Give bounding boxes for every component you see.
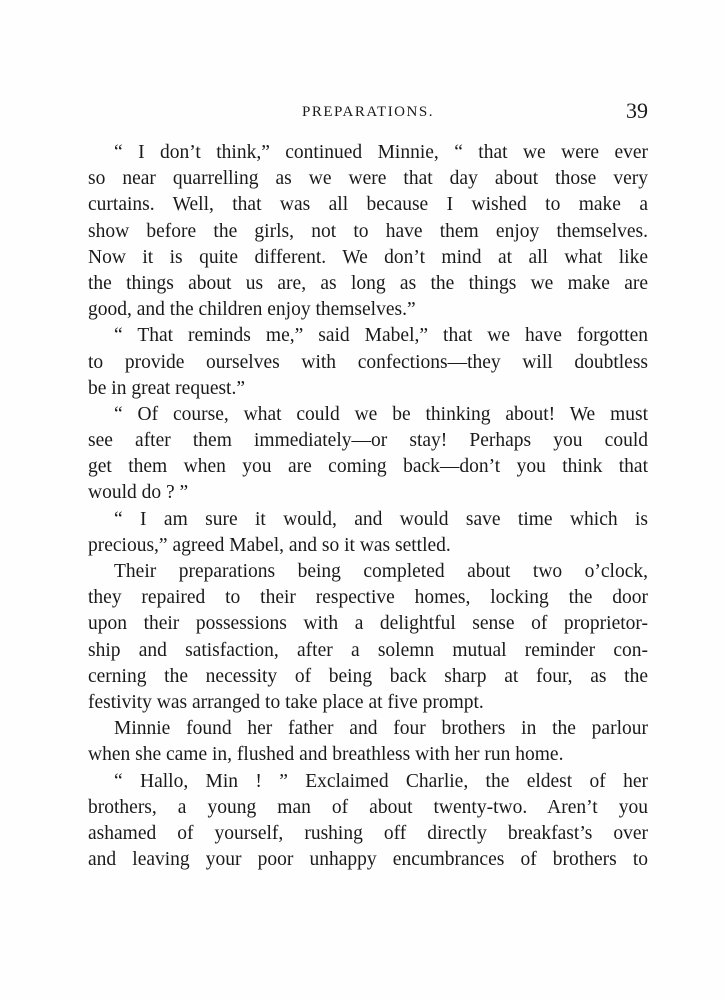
text-line: so near quarrelling as we were that day about those very [88,168,648,190]
text-line: “ I don’t think,” continued Minnie, “ that we were ever [114,142,648,163]
text-line: get them when you are coming back—don’t you think that [88,456,648,478]
text-line: Their preparations being completed about two o’clock, [114,561,648,582]
text-line: ashamed of yourself, rushing off directly breakfast’s over [88,822,648,844]
running-head [88,100,648,124]
text-line: ship and satisfaction, after a solemn mutual reminder con- [88,639,648,661]
text-line: and leaving your poor unhappy encumbrances of brothers to [88,849,648,871]
text-line: cerning the necessity of being back sharp at four, as the [88,665,648,687]
text-line: the things about us are, as long as the things we make are [88,272,648,294]
text-line: see after them immediately—or stay! Perhaps you could [88,430,648,452]
text-line: “ I am sure it would, and would save time which is [114,508,648,530]
text-line: when she came in, flushed and breathless with her run home. [88,744,564,766]
text-line: to provide ourselves with confections—they will doubtless [88,351,648,373]
text-line: precious,” agreed Mabel, and so it was settled. [88,534,451,556]
text-line: would do ? ” [88,482,189,504]
text-line: Now it is quite different. We don’t mind at all what like [88,246,648,268]
text-line: “ Hallo, Min ! ” Exclaimed Charlie, the eldest of her [114,770,648,792]
text-line: “ That reminds me,” said Mabel,” that we have forgotten [114,325,648,347]
text-line: Minnie found her father and four brothers in the parlour [114,718,648,740]
page-number: 39 [626,98,648,123]
text-line: brothers, a young man of about twenty-two. Aren’t you [88,796,648,818]
text-line: show before the girls, not to have them enjoy themselves. [88,220,648,242]
text-line: upon their possessions with a delightful sense of proprietor- [88,613,648,635]
text-line: be in great request.” [88,377,246,399]
text-line: festivity was arranged to take place at five prompt. [88,691,484,713]
text-line: “ Of course, what could we be thinking about! We must [114,403,648,425]
body-text [88,140,648,873]
text-line: good, and the children enjoy themselves.” [88,299,416,321]
text-line: curtains. Well, that was all because I wished to make a [88,194,648,216]
text-line: they repaired to their respective homes, locking the door [88,587,648,609]
running-title: PREPARATIONS. [302,104,434,120]
